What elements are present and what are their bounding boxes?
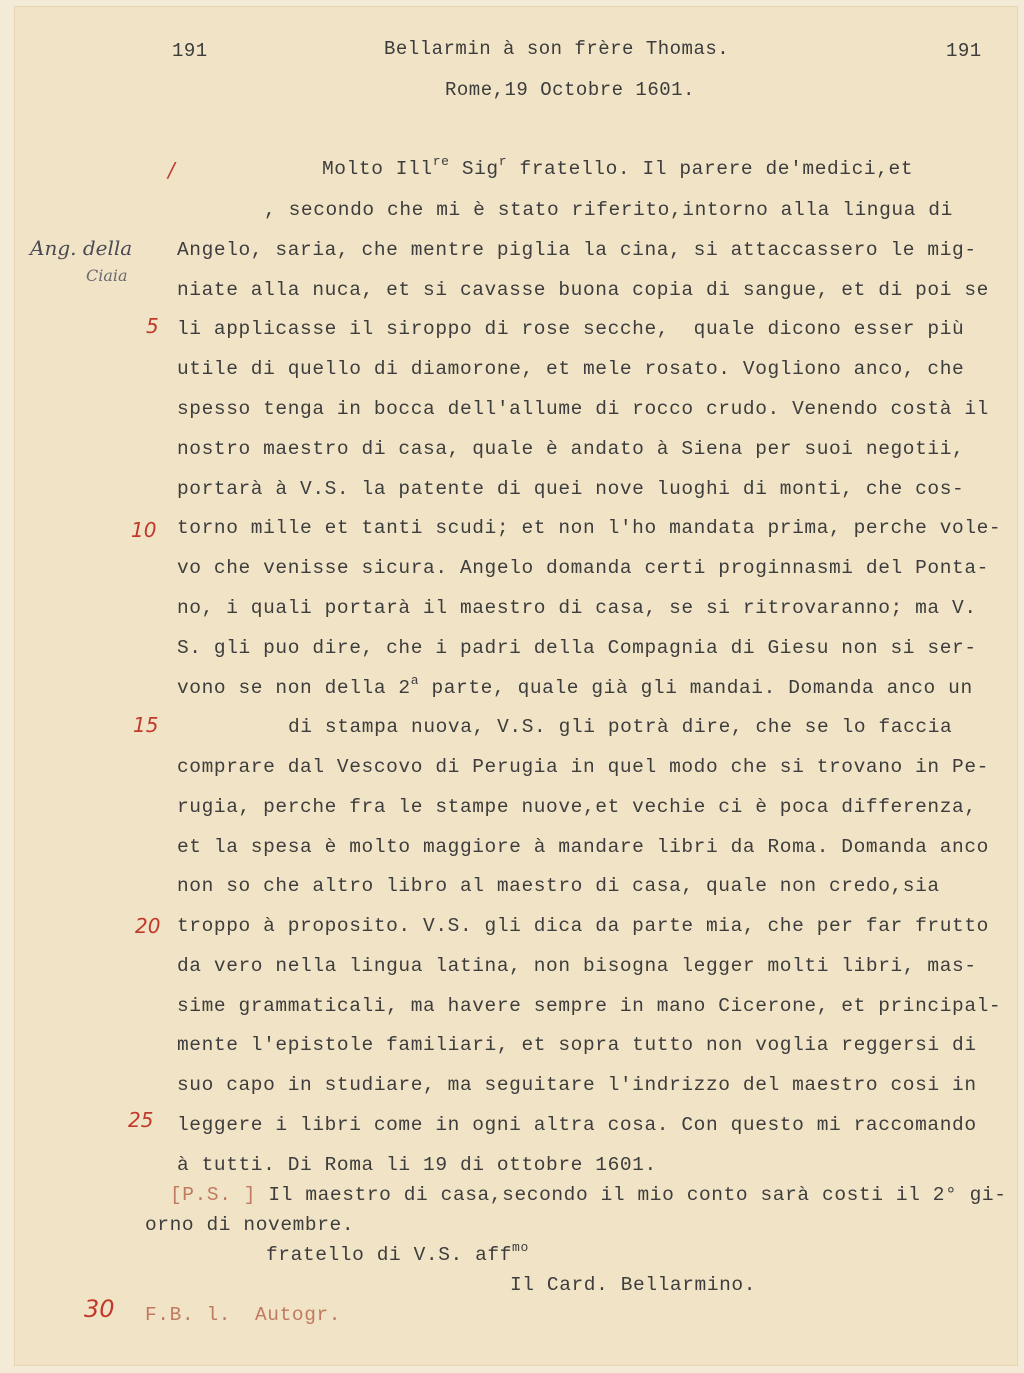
body-line-10: torno mille et tanti scudi; et non l'ho mandata prima, perche vole- xyxy=(177,517,1002,539)
body-line-6: utile di quello di diamorone, et mele rosato. Vogliono anco, che xyxy=(177,358,965,380)
body-line-16: comprare dal Vescovo di Perugia in quel modo che si trovano in Pe- xyxy=(177,756,989,778)
margin-line-number-20: 20 xyxy=(135,914,161,938)
margin-line-number-25: 25 xyxy=(128,1108,154,1132)
body-line-24: suo capo in studiare, ma seguitare l'indrizzo del maestro cosi in xyxy=(177,1074,977,1096)
body-line-15: di stampa nuova, V.S. gli potrà dire, che se lo faccia xyxy=(288,716,953,738)
body-line-22: sime grammaticali, ma havere sempre in mano Cicerone, et principal- xyxy=(177,995,1002,1017)
body-line-8: nostro maestro di casa, quale è andato à Siena per suoi negotii, xyxy=(177,438,965,460)
body-line-14: vono se non della 2$^a$ parte, quale già gli mandai. Domanda anco un xyxy=(177,673,973,699)
body-line-2: , secondo che mi è stato riferito,intorno alla lingua di xyxy=(264,199,953,221)
body-line-1: Molto Ill$^{re}$ Sig$^r$ fratello. Il parere de'medici,et xyxy=(322,154,914,180)
margin-line-number-5: 5 xyxy=(146,314,159,338)
body-line-13: S. gli puo dire, che i padri della Compagnia di Giesu non si ser- xyxy=(177,637,977,659)
body-line-12: no, i quali portarà il maestro di casa, se si ritrovaranno; ma V. xyxy=(177,597,977,619)
body-line-18: et la spesa è molto maggiore à mandare libri da Roma. Domanda anco xyxy=(177,836,989,858)
margin-line-number-10: 10 xyxy=(131,518,157,542)
page-number-right: 191 xyxy=(946,40,982,62)
signature-closing: fratello di V.S. aff$^{mo}$ xyxy=(266,1240,529,1266)
footer-reference: F.B. l. xyxy=(145,1304,232,1326)
body-line-21: da vero nella lingua latina, non bisogna legger molti libri, mas- xyxy=(177,955,977,977)
body-line-25: leggere i libri come in ogni altra cosa. Con questo mi raccomando xyxy=(177,1114,977,1136)
body-line-26: à tutti. Di Roma li 19 di ottobre 1601. xyxy=(177,1154,657,1176)
footer-autograph: Autogr. xyxy=(255,1304,342,1326)
body-line-20: troppo à proposito. V.S. gli dica da parte mia, che per far frutto xyxy=(177,915,989,937)
body-line-11: vo che venisse sicura. Angelo domanda certi proginnasmi del Ponta- xyxy=(177,557,989,579)
body-line-9: portarà à V.S. la patente di quei nove luoghi di monti, che cos- xyxy=(177,478,965,500)
margin-handwritten-note-2: Ciaia xyxy=(86,266,128,285)
margin-slash: / xyxy=(168,158,175,182)
margin-line-number-30: 30 xyxy=(84,1295,115,1323)
body-line-23: mente l'epistole familiari, et sopra tutto non voglia reggersi di xyxy=(177,1034,977,1056)
body-line-19: non so che altro libro al maestro di casa, quale non credo,sia xyxy=(177,875,940,897)
body-line-3: Angelo, saria, che mentre piglia la cina, si attaccassero le mig- xyxy=(177,239,977,261)
body-line-5: li applicasse il siroppo di rose secche, quale dicono esser più xyxy=(177,318,965,340)
dateline: Rome,19 Octobre 1601. xyxy=(445,79,695,101)
postscript-line-2: orno di novembre. xyxy=(145,1214,355,1236)
body-line-4: niate alla nuca, et si cavasse buona copia di sangue, et di poi se xyxy=(177,279,989,301)
signature-name: Il Card. Bellarmino. xyxy=(510,1274,757,1296)
body-line-7: spesso tenga in bocca dell'allume di rocco crudo. Venendo costà il xyxy=(177,398,989,420)
postscript-line-1: [P.S. ] Il maestro di casa,secondo il mio conto sarà costi il 2° gi- xyxy=(170,1184,1007,1206)
body-line-17: rugia, perche fra le stampe nuove,et vechie ci è poca differenza, xyxy=(177,796,977,818)
page-number-left: 191 xyxy=(172,40,208,62)
letter-title: Bellarmin à son frère Thomas. xyxy=(384,38,730,60)
margin-handwritten-note-1: Ang. della xyxy=(30,236,133,260)
margin-line-number-15: 15 xyxy=(133,713,159,737)
